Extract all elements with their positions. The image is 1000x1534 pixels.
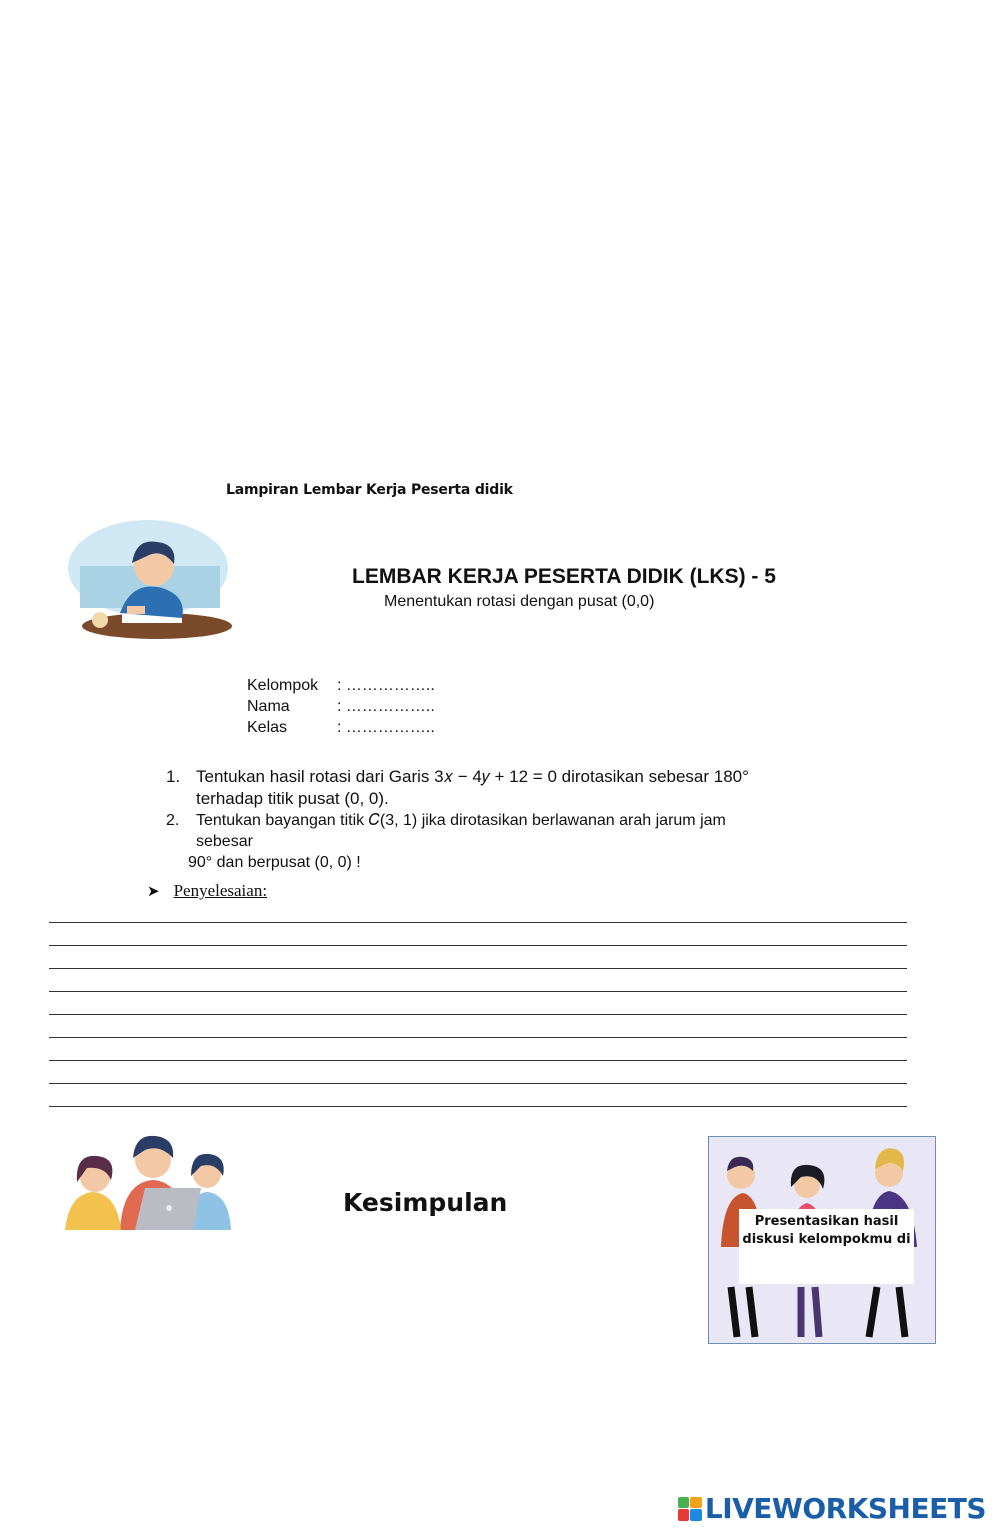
task-text: 90° dan berpusat (0, 0) ! [188, 854, 361, 871]
answer-line[interactable] [49, 991, 907, 1014]
conclusion-title: Kesimpulan [343, 1188, 508, 1217]
kelas-field[interactable]: : …………….. [337, 719, 435, 736]
task-list [166, 766, 846, 873]
liveworksheets-brand[interactable] [678, 1492, 986, 1525]
identity-form [247, 675, 435, 738]
brand-name: LIVEWORKSHEETS [704, 1492, 986, 1525]
answer-area[interactable] [49, 922, 907, 1129]
liveworksheets-logo-icon [678, 1497, 702, 1521]
answer-line[interactable] [49, 1083, 907, 1106]
answer-line[interactable] [49, 1014, 907, 1037]
student-writing-illustration [62, 518, 237, 643]
task-item-1 [166, 766, 846, 810]
answer-line[interactable] [49, 1037, 907, 1060]
presentation-banner [739, 1209, 914, 1284]
nama-label: Nama [247, 698, 290, 715]
answer-line[interactable] [49, 945, 907, 968]
task-text: Tentukan hasil rotasi dari Garis 3𝑥 − 4𝑦 + 12 = 0 dirotasikan sebesar 180° [196, 767, 749, 786]
answer-line[interactable] [49, 922, 907, 945]
presentation-illustration [708, 1136, 936, 1344]
kelas-label: Kelas [247, 719, 288, 736]
task-text: sebesar [196, 833, 253, 850]
solution-heading [147, 881, 267, 901]
task-number: 1. [166, 767, 181, 786]
task-number: 2. [166, 812, 180, 829]
worksheet-subtitle: Menentukan rotasi dengan pusat (0,0) [384, 593, 655, 610]
task-item-2 [166, 810, 846, 852]
worksheet-title: LEMBAR KERJA PESERTA DIDIK (LKS) - 5 [352, 565, 776, 588]
identity-row-nama [247, 696, 435, 717]
banner-text: Presentasikan hasil [754, 1214, 899, 1229]
identity-row-kelompok [247, 675, 435, 696]
attachment-title: Lampiran Lembar Kerja Peserta didik [226, 482, 513, 498]
banner-text: diskusi kelompokmu di [742, 1232, 911, 1247]
identity-row-kelas [247, 717, 435, 738]
answer-line[interactable] [49, 968, 907, 991]
group-laptop-illustration [65, 1122, 233, 1230]
task-text: Tentukan bayangan titik 𝐶(3, 1) jika dirotasikan berlawanan arah jarum jam [196, 812, 726, 829]
solution-label: Penyelesaian: [173, 881, 268, 900]
kelompok-label: Kelompok [247, 677, 319, 694]
task-text: terhadap titik pusat (0, 0). [196, 789, 389, 808]
arrowhead-bullet-icon: ➤ [147, 883, 160, 900]
nama-field[interactable]: : …………….. [337, 698, 435, 715]
kelompok-field[interactable]: : …………….. [337, 677, 435, 694]
answer-line[interactable] [49, 1060, 907, 1083]
